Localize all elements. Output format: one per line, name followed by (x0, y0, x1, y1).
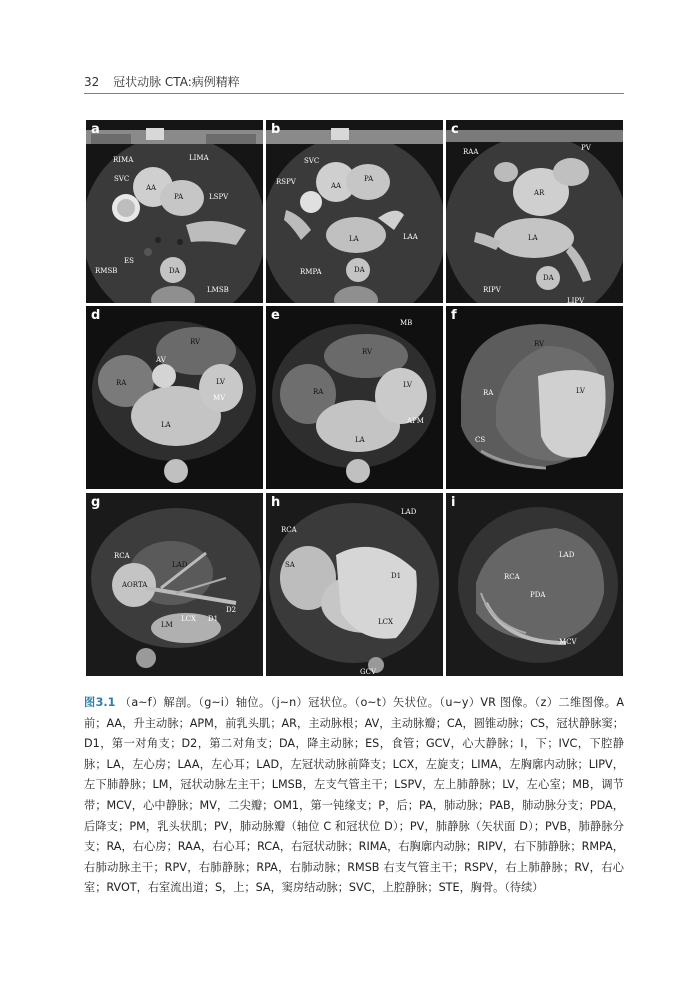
label-apm: APM (407, 417, 424, 425)
label-ra-e: RA (313, 388, 324, 396)
figure-3-1 (86, 120, 623, 679)
label-rspv: RSPV (276, 178, 296, 186)
panel-letter-b: b (271, 122, 281, 137)
label-rv-d: RV (190, 338, 201, 346)
label-d1-h: D1 (391, 572, 402, 580)
label-gcv: GCV (360, 668, 377, 676)
label-ripv: RIPV (483, 286, 501, 294)
label-lcx-g: LCX (181, 615, 196, 623)
panel-c (446, 120, 623, 303)
page-number: 32 (84, 75, 100, 89)
panel-f (446, 306, 623, 489)
label-d1-g: D1 (208, 615, 219, 623)
label-svc-b: SVC (304, 157, 320, 165)
label-lipv: LIPV (567, 297, 585, 303)
label-ra-d: RA (116, 379, 127, 387)
ct-image-a (86, 120, 263, 303)
label-svc: SVC (114, 175, 130, 183)
label-rca-h: RCA (281, 526, 297, 534)
label-d2: D2 (226, 606, 237, 614)
panel-h (266, 493, 443, 676)
panel-letter-a: a (91, 122, 100, 137)
label-lad-g: LAD (172, 561, 188, 569)
panel-letter-f: f (451, 308, 457, 323)
ct-image-d (86, 306, 263, 489)
label-mv: MV (213, 394, 226, 402)
label-lad-h: LAD (401, 508, 417, 516)
panel-d (86, 306, 263, 489)
label-aa-b: AA (331, 182, 342, 190)
panel-g (86, 493, 263, 676)
label-rv-f: RV (534, 340, 545, 348)
label-lad-i: LAD (559, 551, 575, 559)
label-pv: PV (581, 144, 591, 152)
label-da-c: DA (543, 274, 554, 282)
label-la-b: LA (349, 235, 359, 243)
caption-text: （a~f）解剖。（g~i）轴位。（j~n）冠状位。（o~t）矢状位。（u~y）VR 图像。（z）二维图像。A 前；AA，升主动脉；APM，前乳头肌；AR，主动脉根；AV，主动脉瓣；CA，圆锥动脉；CS，冠状静脉窦；D1，第一对角支；D2，第二对角支；DA，降主动脉；ES，食管；GCV，心大静脉；I，下；IVC，下腔静脉；LA，左心房；LAA，左心耳；LAD，左冠状动脉前降支；LCX，左旋支；LIMA，左胸廓内动脉；LIPV，左下肺静脉；LM，冠状动脉左主干；LMSB，左支气管主干；LSPV，左上肺静脉；LV，左心室；MB，调节带；MCV，心中静脉；MV，二尖瓣；OM1，第一钝缘支；P，后；PA，肺动脉；PAB，肺动脉分支；PDA，后降支；PM，乳头状肌；PV，肺动脉瓣（轴位 C 和冠状位 D）；PV，肺静脉（矢状面 D）；PVB，肺静脉分支；RA，右心房；RAA，右心耳；RCA，右冠状动脉；RIMA，右胸廓内动脉；RIPV，右下肺静脉；RMPA，右肺动脉主干；RPV，右肺静脉；RPA，右肺动脉；RMSB 右支气管主干；RSPV，右上肺静脉；RV，右心室；RVOT，右室流出道；S，上；SA，窦房结动脉；SVC，上腔静脉；STE，胸骨。（待续） (84, 696, 624, 895)
panel-letter-g: g (91, 495, 101, 510)
panel-letter-h: h (271, 495, 281, 510)
label-mb: MB (400, 319, 413, 327)
ct-image-h (266, 493, 443, 676)
running-title: 冠状动脉 CTA:病例精粹 (113, 75, 240, 89)
label-la-c: LA (528, 234, 538, 242)
label-rca-g: RCA (114, 552, 130, 560)
label-laa: LAA (403, 233, 418, 241)
label-mcv: MCV (559, 638, 577, 646)
label-sa: SA (285, 561, 295, 569)
label-lv-e: LV (403, 381, 412, 389)
label-pa: PA (174, 193, 184, 201)
panel-letter-c: c (451, 122, 459, 137)
label-es: ES (124, 257, 134, 265)
header-rule (84, 93, 624, 94)
label-av: AV (156, 356, 166, 364)
label-cs: CS (475, 436, 486, 444)
ct-image-e (266, 306, 443, 489)
page-header (84, 73, 624, 91)
panel-a (86, 120, 263, 303)
label-lima: LIMA (189, 154, 209, 162)
label-rmpa: RMPA (300, 268, 322, 276)
label-pa-b: PA (364, 175, 374, 183)
label-lm: LM (161, 621, 173, 629)
ct-image-i (446, 493, 623, 676)
label-rca-i: RCA (504, 573, 520, 581)
label-aa: AA (146, 184, 157, 192)
label-la-e: LA (355, 436, 365, 444)
label-rv-e: RV (362, 348, 373, 356)
label-rima: RIMA (113, 156, 134, 164)
label-pda: PDA (530, 591, 546, 599)
label-ra-f: RA (483, 389, 494, 397)
ct-image-g (86, 493, 263, 676)
label-aorta: AORTA (122, 581, 148, 589)
ct-image-f (446, 306, 623, 489)
ct-image-b (266, 120, 443, 303)
label-lspv: LSPV (209, 193, 229, 201)
label-ar: AR (534, 189, 545, 197)
label-lmsb: LMSB (207, 286, 229, 294)
label-lv-f: LV (576, 387, 585, 395)
figure-number: 图3.1 (84, 696, 116, 709)
panel-b (266, 120, 443, 303)
panel-e (266, 306, 443, 489)
figure-caption (84, 693, 624, 899)
panel-letter-d: d (91, 308, 101, 323)
label-la-d: LA (161, 421, 171, 429)
label-da-b: DA (354, 266, 365, 274)
label-lcx-h: LCX (378, 618, 393, 626)
panel-letter-i: i (451, 495, 456, 510)
label-lv-d: LV (216, 378, 225, 386)
label-raa: RAA (463, 148, 479, 156)
label-rmsb: RMSB (95, 267, 118, 275)
label-da: DA (169, 267, 180, 275)
panel-letter-e: e (271, 308, 280, 323)
panel-i (446, 493, 623, 676)
